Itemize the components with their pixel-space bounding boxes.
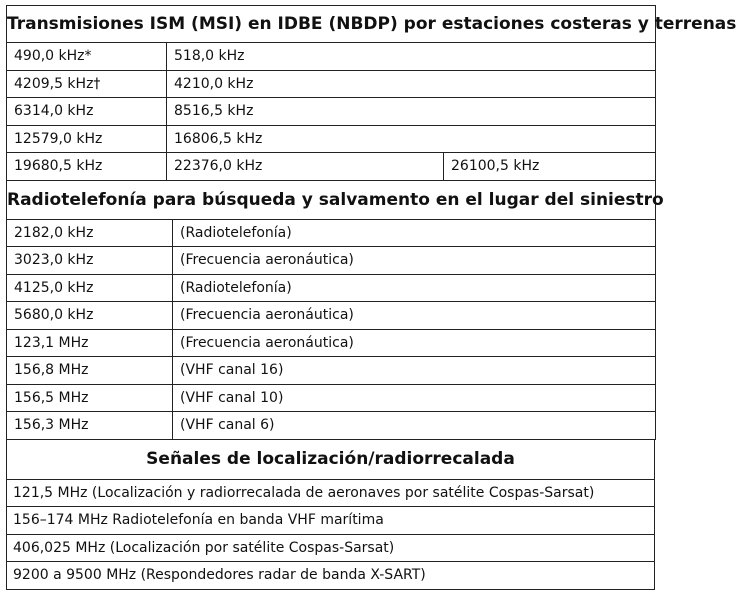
table-row: [7, 70, 656, 98]
frequency-cell: 123,1 MHz: [7, 329, 173, 357]
description-cell: (Frecuencia aeronáutica): [173, 247, 656, 275]
frequency-cell: 4209,5 kHz†: [7, 70, 167, 98]
table-row: [7, 479, 655, 507]
frequency-cell: 518,0 kHz: [167, 43, 656, 71]
table-row: [7, 219, 656, 247]
frequency-document: [6, 5, 736, 590]
table-row: [7, 329, 656, 357]
table-row: [7, 274, 656, 302]
table-row: [7, 384, 656, 412]
frequency-cell: 19680,5 kHz: [7, 153, 167, 181]
table-row: [7, 412, 656, 440]
table-row: [7, 534, 655, 562]
description-cell: (Frecuencia aeronáutica): [173, 329, 656, 357]
signal-cell: 406,025 MHz (Localización por satélite Cospas-Sarsat): [7, 534, 655, 562]
frequency-cell: 16806,5 kHz: [167, 125, 656, 153]
msi-nbdp-table: [6, 5, 736, 181]
frequency-cell: 156,5 MHz: [7, 384, 173, 412]
signal-cell: 121,5 MHz (Localización y radiorrecalada de aeronaves por satélite Cospas-Sarsat): [7, 479, 655, 507]
frequency-cell: 4125,0 kHz: [7, 274, 173, 302]
section-title-locating: Señales de localización/radiorrecalada: [7, 439, 655, 479]
sar-radiotelephony-table: [6, 180, 664, 440]
table-row: [7, 43, 656, 71]
table-row: [7, 153, 656, 181]
description-cell: (VHF canal 6): [173, 412, 656, 440]
frequency-cell: 6314,0 kHz: [7, 98, 167, 126]
frequency-cell: 490,0 kHz*: [7, 43, 167, 71]
table-row: [7, 98, 656, 126]
frequency-cell: 2182,0 kHz: [7, 219, 173, 247]
section-title-msi: Transmisiones ISM (MSI) en IDBE (NBDP) por estaciones costeras y terrenas: [7, 6, 656, 43]
frequency-cell: 22376,0 kHz: [167, 153, 444, 181]
frequency-cell: 3023,0 kHz: [7, 247, 173, 275]
signal-cell: 9200 a 9500 MHz (Respondedores radar de banda X-SART): [7, 562, 655, 590]
section-title-sar: Radiotelefonía para búsqueda y salvamento en el lugar del siniestro: [7, 180, 656, 219]
description-cell: (VHF canal 16): [173, 357, 656, 385]
frequency-cell: 156,3 MHz: [7, 412, 173, 440]
table-row: [7, 507, 655, 535]
table-row: [7, 302, 656, 330]
frequency-cell: 156,8 MHz: [7, 357, 173, 385]
frequency-cell: 5680,0 kHz: [7, 302, 173, 330]
description-cell: (Frecuencia aeronáutica): [173, 302, 656, 330]
locating-homing-table: [6, 439, 655, 590]
frequency-cell: 26100,5 kHz: [444, 153, 656, 181]
frequency-cell: 12579,0 kHz: [7, 125, 167, 153]
table-row: [7, 125, 656, 153]
table-row: [7, 562, 655, 590]
frequency-cell: 8516,5 kHz: [167, 98, 656, 126]
description-cell: (Radiotelefonía): [173, 219, 656, 247]
description-cell: (Radiotelefonía): [173, 274, 656, 302]
frequency-cell: 4210,0 kHz: [167, 70, 656, 98]
table-row: [7, 247, 656, 275]
description-cell: (VHF canal 10): [173, 384, 656, 412]
signal-cell: 156–174 MHz Radiotelefonía en banda VHF marítima: [7, 507, 655, 535]
table-row: [7, 357, 656, 385]
